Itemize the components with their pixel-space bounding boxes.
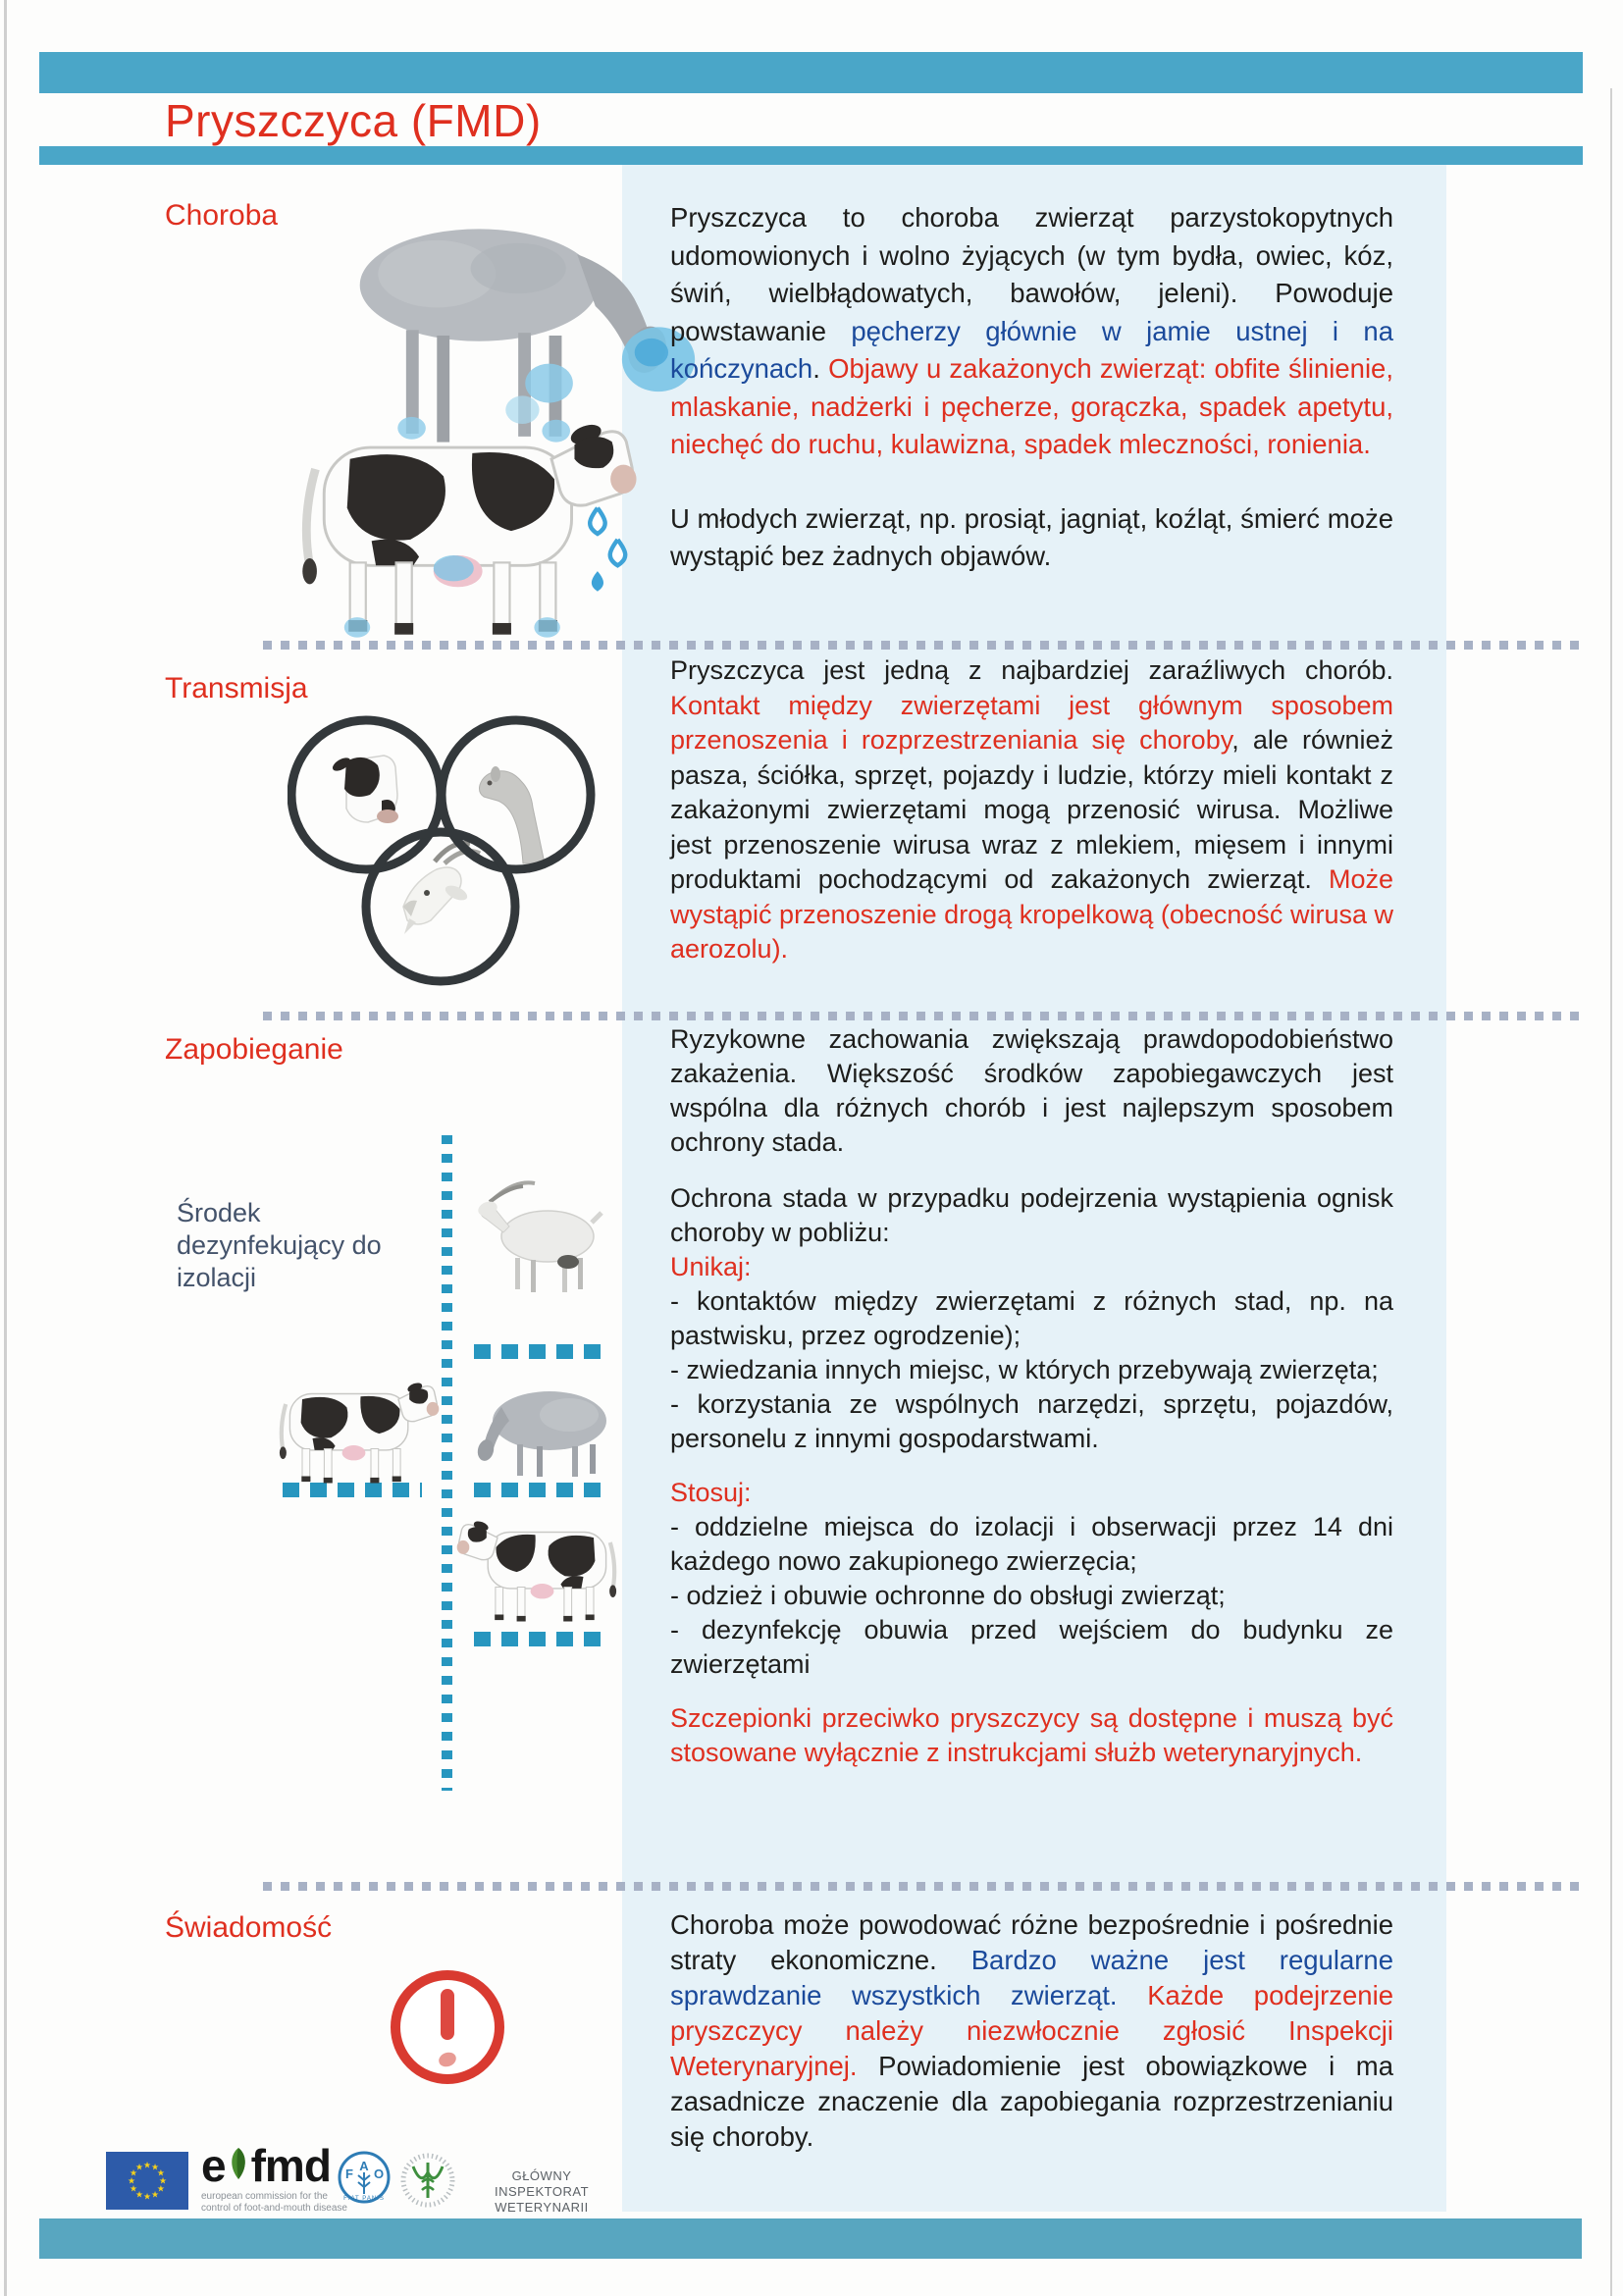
svg-text:★: ★	[134, 2189, 144, 2200]
svg-text:★: ★	[127, 2175, 136, 2186]
list-item: - oddzielne miejsca do izolacji i obserwacji przez 14 dni każdego nowo zakupionego zwierzęcia;	[670, 1512, 1393, 1576]
list-item: - odzież i obuwie ochronne do obsługi zwierząt;	[670, 1581, 1226, 1610]
svg-text:O: O	[373, 2166, 385, 2181]
cow-illustration	[275, 1367, 440, 1496]
svg-text:★: ★	[156, 2167, 165, 2178]
svg-text:★: ★	[150, 2162, 160, 2172]
list-item: - zwiedzania innych miejsc, w których przebywają zwierzęta;	[670, 1355, 1379, 1384]
saliva-drop-icon	[592, 571, 603, 592]
eufmd-letters-fmd: fmd	[250, 2140, 331, 2191]
svg-text:★: ★	[142, 2191, 152, 2202]
leaf-icon	[227, 2147, 250, 2180]
scan-edge-left	[4, 0, 7, 2296]
isolation-dashed-line-vertical	[442, 1135, 452, 1791]
header-top-bar	[39, 52, 1583, 93]
paragraph: Ryzykowne zachowania zwiększają prawdopodobieństwo zakażenia. Większość środków zapobiegawczych jest wspólna dla różnych chorób i jest najlepszym sposobem ochrony stada.	[670, 1024, 1393, 1157]
isolation-dashed-line	[474, 1632, 611, 1646]
section-label-swiadomosc: Świadomość	[165, 1911, 333, 1944]
eu-flag	[106, 2152, 188, 2210]
isolation-dashed-line	[474, 1344, 611, 1359]
section-separator	[263, 1012, 1580, 1020]
cow-illustration	[456, 1507, 621, 1633]
zapobieganie-text	[670, 1022, 1393, 1770]
paragraph: Pryszczyca jest jedną z najbardziej zaraźliwych chorób. Kontakt między zwierzętami jest głównym sposobem przenoszenia i rozprzestrzeniania się choroby, ale również pasza, ściółka, sprzęt, pojazdy i ludzie, którzy mieli kontakt z zakażonymi zwierzętami mogą przenosić wirusa. Możliwe jest przenoszenie wirusa wraz z mlekiem, mięsem i innymi produktami pochodzącymi od zakażonych zwierząt. Może wystąpić przenoszenie drogą kropelkową (obecność wirusa w aerozolu).	[670, 655, 1393, 964]
transmisja-text	[670, 653, 1393, 967]
side-label-disinfectant: Środek dezynfekujący do izolacji	[177, 1198, 382, 1292]
section-label-choroba: Choroba	[165, 199, 279, 232]
svg-text:★: ★	[150, 2189, 160, 2200]
list-item: - dezynfekcję obuwia przed wejściem do budynku ze zwierzętami	[670, 1615, 1393, 1679]
paragraph: U młodych zwierząt, np. prosiąt, jagniąt, koźląt, śmierć może wystąpić bez żadnych objawów.	[670, 502, 1393, 571]
scan-edge-right	[1610, 88, 1612, 2296]
section-separator	[263, 1882, 1580, 1891]
svg-text:★: ★	[158, 2175, 168, 2186]
saliva-drop-icon	[610, 540, 625, 565]
page-title: Pryszczyca (FMD)	[165, 95, 542, 146]
choroba-text	[670, 199, 1393, 576]
saliva-drop-icon	[590, 508, 604, 534]
list-heading-unikaj: Unikaj:	[670, 1252, 752, 1281]
svg-text:★: ★	[142, 2160, 152, 2170]
section-label-zapobieganie: Zapobieganie	[165, 1033, 343, 1066]
paragraph: Pryszczyca to choroba zwierząt parzystokopytnych udomowionych i wolno żyjących (w tym bydła, owiec, kóz, świń, wielbłądowatych, bawołów, jeleni). Powoduje powstawanie pęcherzy głównie w jamie ustnej i na kończynach. Objawy u zakażonych zwierząt: obfite ślinienie, mlaskanie, nadżerki i pęcherze, gorączka, spadek apetytu, niechęć do ruchu, kulawizna, spadek mleczności, ronienia.	[670, 202, 1393, 459]
footer-bar	[39, 2218, 1582, 2259]
list-heading-stosuj: Stosuj:	[670, 1478, 752, 1507]
giw-label: GŁÓWNY INSPEKTORAT WETERYNARII	[494, 2168, 590, 2215]
header-under-bar	[39, 146, 1583, 165]
svg-text:A: A	[359, 2159, 369, 2173]
sheep-illustration	[466, 1380, 611, 1478]
svg-text:F: F	[345, 2166, 353, 2181]
cow-head-icon	[331, 756, 398, 823]
paragraph: Choroba może powodować różne bezpośrednie i pośrednie straty ekonomiczne. Bardzo ważne jest regularne sprawdzanie wszystkich zwierząt. Każde podejrzenie pryszczycy należy niezwłocznie zgłosić Inspekcji Weterynaryjnej. Powiadomienie jest obowiązkowe i ma zasadnicze znaczenie dla zapobiegania rozprzestrzenianiu się choroby.	[670, 1909, 1394, 2152]
eufmd-letter-e: e	[201, 2140, 226, 2191]
list-item: - kontaktów między zwierzętami z różnych stad, np. na pastwisku, przez ogrodzenie);	[670, 1286, 1393, 1350]
goat-illustration	[464, 1175, 611, 1295]
isolation-dashed-line	[474, 1483, 611, 1497]
cow-lesions-illustration	[292, 404, 638, 645]
transmission-rings-illustration	[288, 714, 600, 994]
paragraph: Szczepionki przeciwko pryszczycy są dostępne i muszą być stosowane wyłącznie z instrukcjami służb weterynaryjnych.	[670, 1703, 1393, 1767]
list-item: - korzystania ze wspólnych narzędzi, sprzętu, pojazdów, personelu z innymi gospodarstwami.	[670, 1389, 1393, 1453]
svg-text:★: ★	[134, 2162, 144, 2172]
fao-emblem-icon	[337, 2149, 392, 2208]
svg-text:★: ★	[130, 2167, 138, 2178]
paragraph: Ochrona stada w przypadku podejrzenia wystąpienia ognisk choroby w pobliżu:	[670, 1183, 1393, 1247]
svg-text:FIAT PANIS: FIAT PANIS	[343, 2196, 385, 2202]
eufmd-tagline: european commission for the control of foot-and-mouth disease	[201, 2191, 347, 2214]
swiadomosc-text	[670, 1907, 1393, 2155]
veterinary-caduceus-icon	[400, 2153, 455, 2208]
section-label-transmisja: Transmisja	[165, 672, 308, 704]
exclamation-warning-icon	[386, 1965, 509, 2089]
svg-text:★: ★	[156, 2183, 165, 2194]
svg-text:★: ★	[130, 2183, 138, 2194]
